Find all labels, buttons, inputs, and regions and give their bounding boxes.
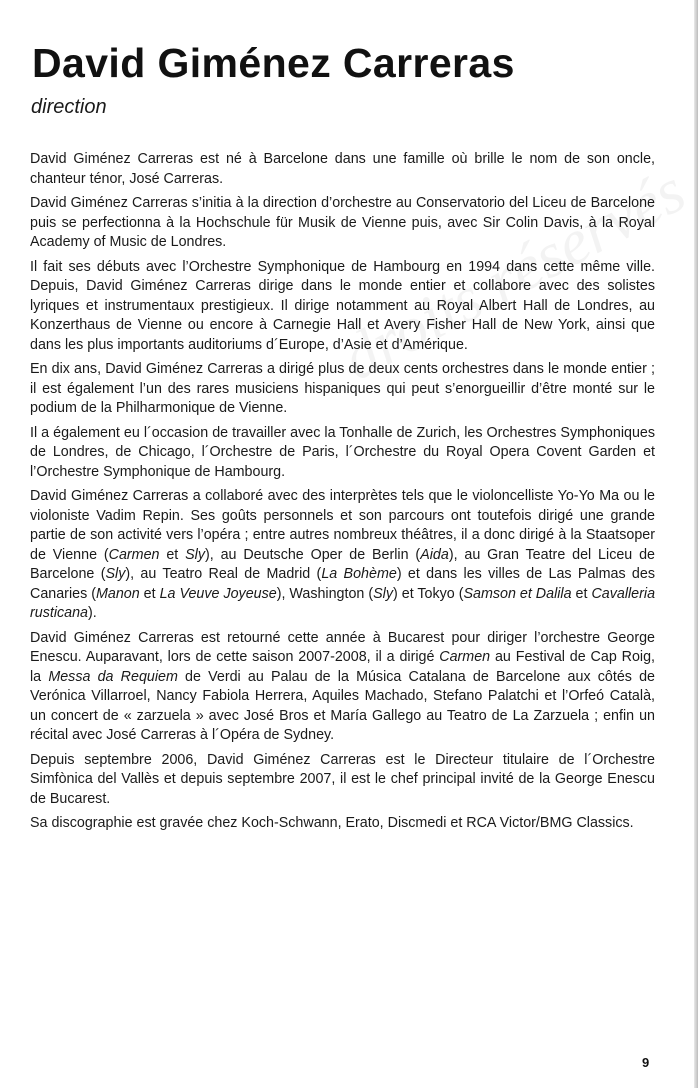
paragraph-text: ) et dans les villes de Las Palmas des Canaries (	[30, 566, 655, 602]
paragraph-text: ), au Teatro Real de Madrid (	[125, 566, 322, 582]
paragraph-text: et	[139, 585, 160, 602]
work-title-text: Sly	[373, 585, 393, 602]
paragraph-text: de Verdi au Palau de la Música Catalana de Barcelone aux côtés de Verónica Villarroel, Nancy Fabiola Herrera, Aquiles Machado, Stefano Palatchi et l’Orfeó Català, un concert de « zarzuela » avec José Bros et María Gallego au Teatro de La Zarzuela ; enfin un récital avec José Carreras à l´Opéra de Sydney.	[30, 668, 656, 743]
paragraph-text: ) et Tokyo (	[393, 585, 464, 602]
biography-paragraph	[30, 360, 655, 419]
work-title-text: Sly	[105, 566, 126, 582]
biography-paragraph	[30, 629, 655, 746]
biography-paragraph	[30, 194, 655, 253]
paragraph-text: et	[571, 585, 592, 602]
biography-paragraph	[30, 751, 655, 810]
work-title-text: Messa da Requiem	[48, 668, 178, 685]
work-title-text: Samson et Dalila	[463, 585, 572, 602]
paragraph-text: En dix ans, David Giménez Carreras a dirigé plus de deux cents orchestres dans le monde entier ; il est également l’un des rares musiciens hispaniques qui peut s’enorgueillir d’être monté sur le podium de la Philharmonique de Vienne.	[30, 361, 655, 416]
biography-body	[30, 150, 655, 839]
work-title-text: La Veuve Joyeuse	[159, 585, 277, 602]
paragraph-text: David Giménez Carreras s’initia à la direction d’orchestre au Conservatorio del Liceu de Barcelone puis se perfectionna à la Hochschule für Musik de Vienne puis, avec Sir Colin Davis, à la Royal Academy of Music de Londres.	[30, 195, 655, 250]
page-title: David Giménez Carreras	[32, 40, 515, 86]
work-title-text: Carmen	[108, 546, 160, 563]
work-title-text: Cavalleria rusticana	[30, 585, 656, 621]
paragraph-text: ).	[88, 605, 97, 621]
paragraph-text: au Festival de Cap Roig, la	[30, 649, 655, 685]
paragraph-text: ), au Deutsche Oper de Berlin (	[205, 546, 421, 563]
paragraph-text: ), au Gran Teatre del Liceu de Barcelone (	[30, 546, 655, 582]
page-edge-shadow	[694, 0, 698, 1088]
paragraph-text: David Giménez Carreras est né à Barcelone dans une famille où brille le nom de son oncle, chanteur ténor, José Carreras.	[30, 151, 655, 187]
paragraph-text: Sa discographie est gravée chez Koch-Schwann, Erato, Discmedi et RCA Victor/BMG Classics.	[30, 815, 634, 831]
paragraph-text: David Giménez Carreras est retourné cette année à Bucarest pour diriger l’orchestre George Enescu. Auparavant, lors de cette saison 2007-2008, il a dirigé	[30, 629, 655, 665]
page-subtitle: direction	[31, 96, 107, 118]
biography-paragraph	[30, 150, 655, 189]
paragraph-text: Il fait ses débuts avec l’Orchestre Symphonique de Hambourg en 1994 dans cette même ville. Depuis, David Giménez Carreras dirige dans le monde entier et collabore avec des solistes lyriques et instrumentaux prestigieux. Il dirige notamment au Royal Albert Hall de Londres, au Konzerthaus de Vienne ou encore à Carnegie Hall et Avery Fisher Hall de New York, ainsi que dans les plus importants auditoriums d´Europe, d’Asie et d’Amérique.	[30, 258, 655, 353]
paragraph-text: Depuis septembre 2006, David Giménez Carreras est le Directeur titulaire de l´Orchestre Simfònica del Vallès et depuis septembre 2007, il est le chef principal invité de la George Enescu de Bucarest.	[30, 751, 655, 807]
work-title-text: Sly	[185, 546, 206, 563]
biography-paragraph	[30, 424, 655, 483]
paragraph-text: et	[159, 546, 186, 563]
page-number: 9	[642, 1055, 650, 1070]
biography-paragraph	[30, 487, 655, 624]
biography-paragraph	[30, 814, 655, 834]
work-title-text: Manon	[95, 585, 140, 602]
work-title-text: Carmen	[439, 649, 491, 665]
work-title-text: Aida	[420, 546, 449, 563]
biography-paragraph	[30, 258, 655, 356]
work-title-text: La Bohème	[321, 566, 397, 582]
paragraph-text: Il a également eu l´occasion de travailler avec la Tonhalle de Zurich, les Orchestres Symphoniques de Londres, de Chicago, l´Orchestre de Paris, l´Orchestre du Royal Opera Covent Garden et l’Orchestre Symphonique de Hambourg.	[30, 424, 655, 480]
paragraph-text: David Giménez Carreras a collaboré avec des interprètes tels que le violoncelliste Yo-Yo Ma ou le violoniste Vadim Repin. Ses goûts personnels et son parcours ont toutefois dirigé une grande partie de son activité vers l’opéra ; entre autres nombreux théâtres, il a donc dirigé à la Staatsoper de Vienne (	[30, 488, 655, 563]
paragraph-text: ), Washington (	[276, 585, 374, 602]
